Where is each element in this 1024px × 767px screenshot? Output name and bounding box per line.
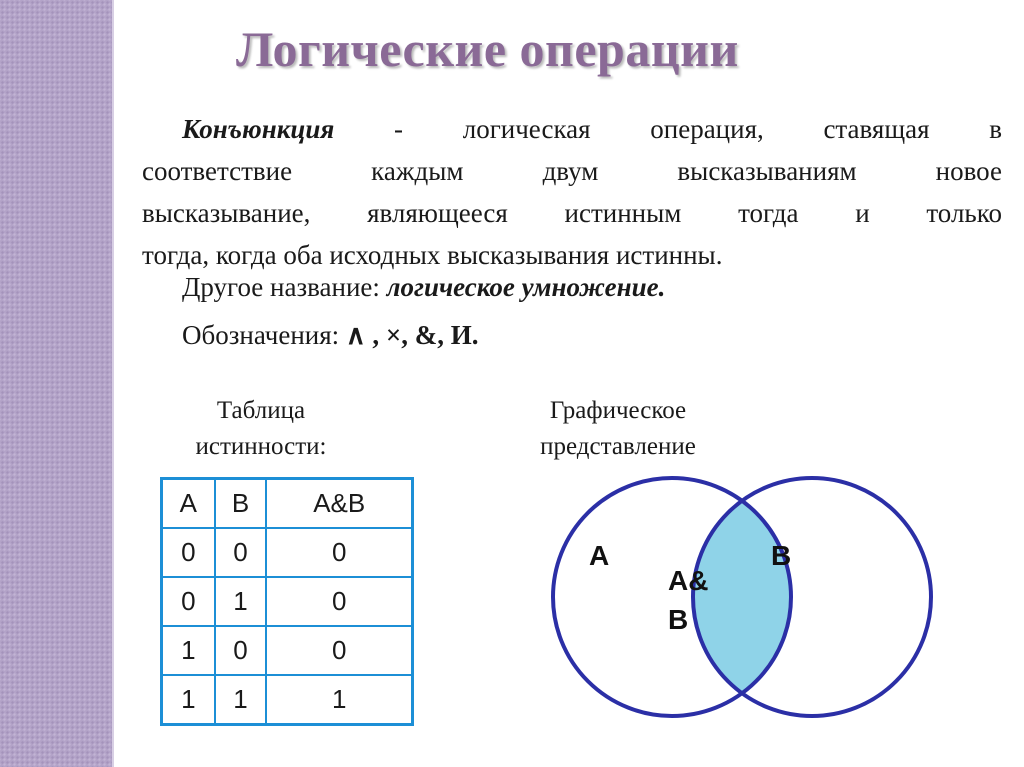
table-row: [162, 675, 413, 725]
decorative-side-strip: [0, 0, 112, 767]
table-cell: 0: [266, 626, 412, 675]
truth-table-caption: [176, 393, 346, 465]
graph-caption-line-1: Графическое: [549, 397, 687, 424]
header-a-and-b: A&B: [266, 479, 412, 529]
venn-label-a: A: [589, 540, 610, 571]
table-cell: 0: [162, 528, 215, 577]
definition-line-1-rest: - логическая операция, ставящая в: [334, 114, 1002, 144]
table-cell: 0: [266, 577, 412, 626]
table-cell: 1: [215, 577, 267, 626]
graph-caption-line-2: представление: [540, 433, 696, 460]
definition-term: Конъюнкция: [182, 114, 335, 144]
definition-line-4: тогда, когда оба исходных высказывания истинны.: [142, 240, 723, 270]
venn-label-intersection-1: A&: [668, 565, 709, 596]
truth-table-caption-line-2: истинности:: [195, 433, 327, 460]
alt-name-value: логическое умножение.: [386, 272, 666, 302]
graph-caption: [500, 393, 736, 465]
table-row: [162, 577, 413, 626]
truth-table-header-row: [162, 479, 413, 529]
definition-paragraph: [142, 108, 1002, 276]
notation-line: [182, 320, 479, 351]
slide-title: Логические операции: [236, 21, 739, 77]
table-cell: 0: [162, 577, 215, 626]
header-b: B: [215, 479, 267, 529]
table-cell: 1: [162, 675, 215, 725]
table-cell: 0: [215, 626, 267, 675]
table-row: [162, 626, 413, 675]
alternative-name: [182, 272, 665, 303]
alt-name-prefix: Другое название:: [182, 272, 387, 302]
table-row: [162, 528, 413, 577]
venn-label-b: B: [771, 540, 792, 571]
definition-line-1: [142, 108, 1002, 150]
definition-line-2: соответствие каждым двум высказываниям новое: [142, 156, 1002, 186]
venn-diagram: [540, 462, 960, 742]
notation-prefix: Обозначения:: [182, 320, 346, 350]
table-cell: 1: [215, 675, 267, 725]
header-a: A: [162, 479, 215, 529]
table-cell: 0: [266, 528, 412, 577]
notation-symbols: ∧ , ×, &, И.: [345, 320, 479, 350]
truth-table: [160, 477, 414, 726]
definition-line-3: высказывание, являющееся истинным тогда и только: [142, 198, 1002, 228]
venn-label-intersection-2: B: [668, 604, 689, 635]
table-cell: 1: [266, 675, 412, 725]
table-cell: 0: [215, 528, 267, 577]
side-divider: [112, 0, 114, 767]
table-cell: 1: [162, 626, 215, 675]
truth-table-caption-line-1: Таблица: [216, 397, 306, 424]
